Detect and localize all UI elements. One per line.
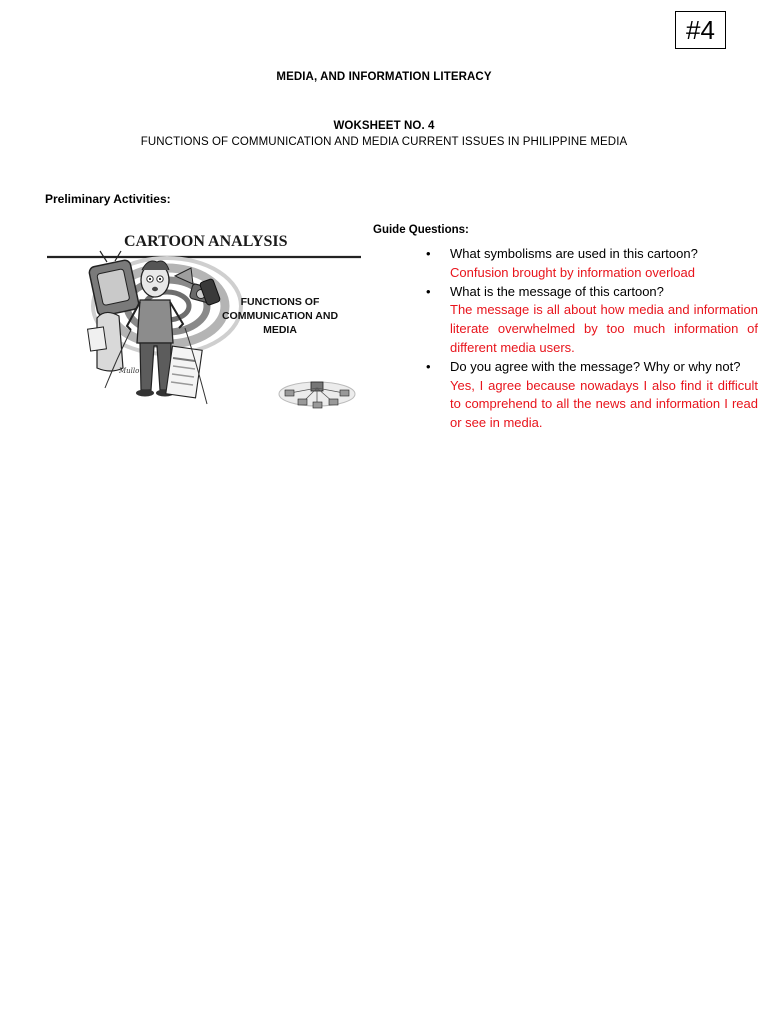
guide-questions-heading: Guide Questions:: [373, 224, 469, 236]
cartoon-caption-line2: COMMUNICATION AND: [221, 310, 339, 322]
worksheet-subtitle: FUNCTIONS OF COMMUNICATION AND MEDIA CURRENT ISSUES IN PHILIPPINE MEDIA: [140, 136, 628, 148]
list-item: [424, 358, 758, 433]
course-title: MEDIA, AND INFORMATION LITERACY: [276, 71, 492, 83]
television-icon: [88, 251, 139, 317]
answer-text: Yes, I agree because nowadays I also find it difficult to comprehend to all the news and information I read or see in media.: [450, 377, 758, 431]
guide-questions-list: [424, 245, 758, 433]
page-number-badge: #4: [675, 11, 726, 49]
cartoon-caption-line3: MEDIA: [263, 324, 297, 336]
list-item: [424, 245, 758, 283]
question-text: What symbolisms are used in this cartoon?: [450, 246, 698, 261]
preliminary-activities-label: Preliminary Activities:: [45, 192, 171, 206]
left-figure: [88, 312, 123, 371]
newspaper-icon: [166, 346, 202, 398]
bullet-icon: •: [426, 246, 431, 261]
network-icon: [279, 382, 355, 408]
question-text: What is the message of this cartoon?: [450, 283, 664, 299]
question-text: Do you agree with the message? Why or why not?: [450, 358, 741, 374]
worksheet-number: WOKSHEET NO. 4: [333, 120, 435, 132]
cartoon-caption-line1: FUNCTIONS OF: [240, 296, 320, 308]
bullet-icon: •: [426, 358, 431, 374]
bullet-icon: •: [426, 283, 431, 299]
cartoon-signature: Mullo: [119, 367, 140, 375]
cartoon-heading: CARTOON ANALYSIS: [124, 233, 288, 250]
answer-text: The message is all about how media and information literate overwhelmed by too much information of different media users.: [450, 302, 758, 355]
list-item: [424, 283, 758, 358]
cartoon-illustration: [45, 218, 363, 413]
answer-text: Confusion brought by information overload: [450, 264, 695, 280]
